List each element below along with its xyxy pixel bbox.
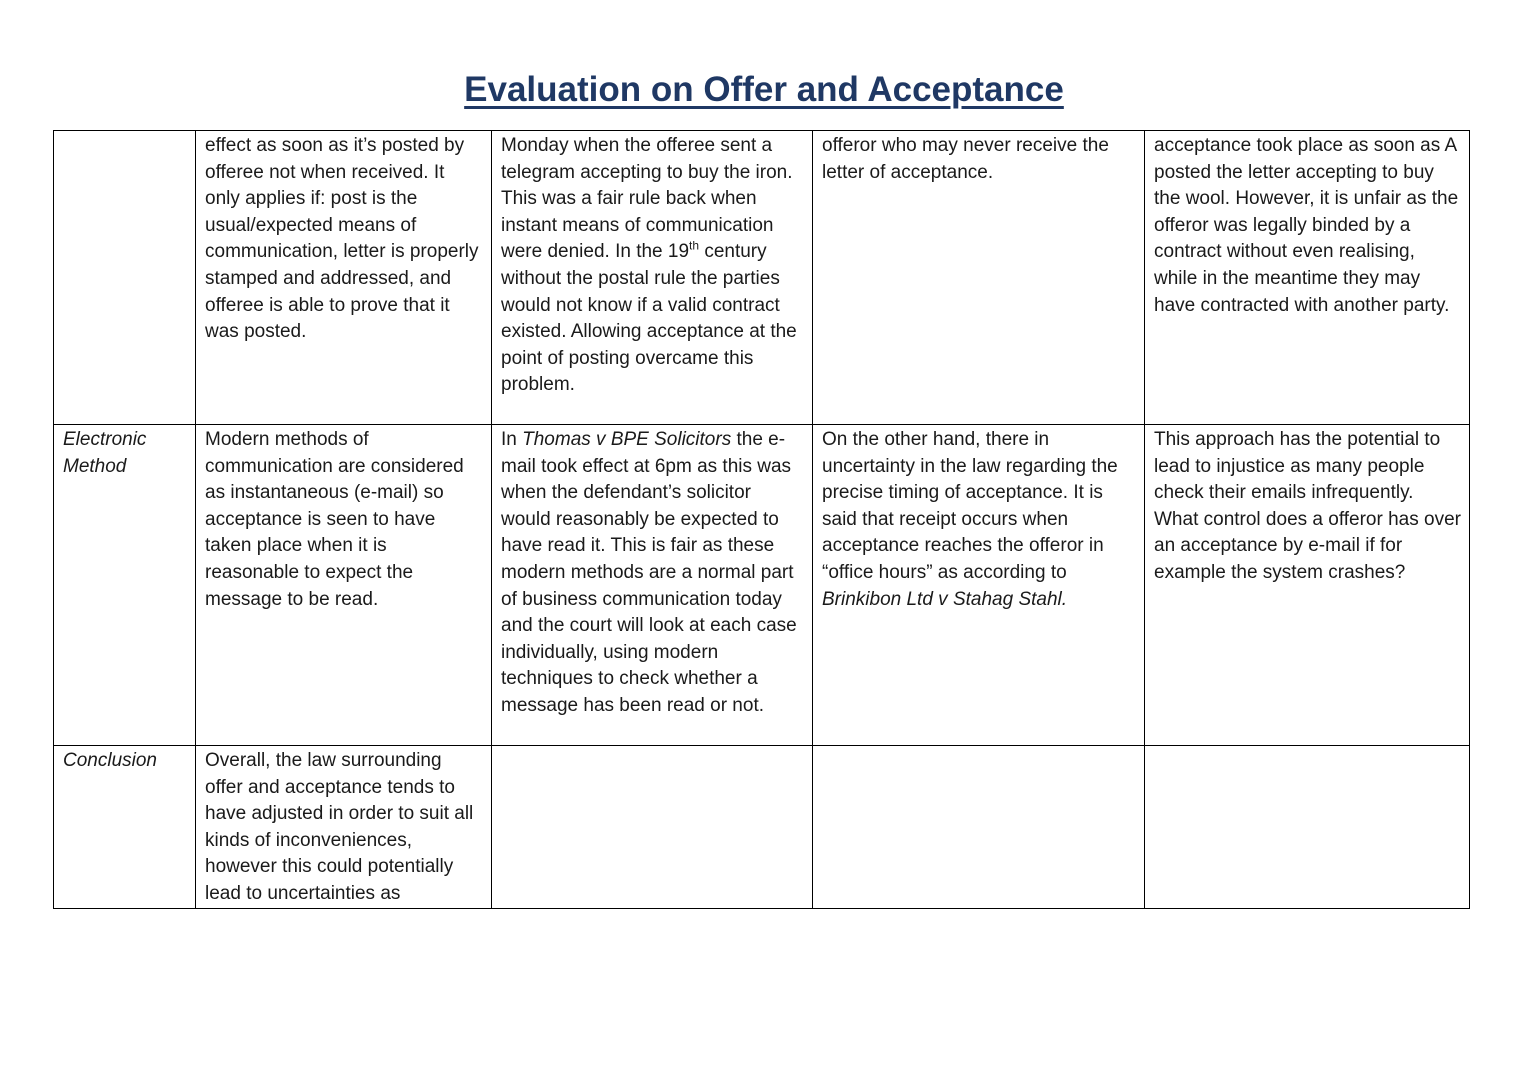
empty-cell	[492, 746, 813, 909]
empty-cell	[1145, 746, 1470, 909]
evaluation-text: On the other hand, there in uncertainty in the law regarding the precise timing of acceptance. It is said that receipt occurs when acceptance reaches the offeror in “office hours” as according to	[822, 429, 1118, 583]
critique-cell: acceptance took place as soon as A posted the letter accepting to buy the wool. However, it is unfair as the offeror was legally binded by a contract without even realising, while in the meantime they may have contracted with another party.	[1145, 131, 1470, 425]
empty-cell	[813, 746, 1145, 909]
evaluation-cell: offeror who may never receive the letter of acceptance.	[813, 131, 1145, 425]
case-name-thomas-v-bpe: Thomas v BPE Solicitors	[522, 429, 732, 450]
case-text-pre: In	[501, 429, 523, 450]
table-row-postal	[54, 131, 1470, 425]
table-row-conclusion	[54, 746, 1470, 909]
row-label-cell	[54, 131, 196, 425]
superscript-th: th	[689, 239, 700, 254]
rule-cell: effect as soon as it’s posted by offeree not when received. It only applies if: post is the usual/expected means of communication, letter is properly stamped and addressed, and offeree is able to prove that it was posted.	[196, 131, 492, 425]
rule-cell: Modern methods of communication are considered as instantaneous (e-mail) so acceptance is seen to have taken place when it is reasonable to expect the message to be read.	[196, 425, 492, 746]
page-title	[0, 64, 1528, 116]
case-text-cont: century without the postal rule the parties would not know if a valid contract existed. Allowing acceptance at the point of posting overcame this problem.	[501, 241, 797, 396]
case-name-brinkibon: Brinkibon Ltd v Stahag Stahl.	[822, 588, 1068, 610]
critique-cell: This approach has the potential to lead to injustice as many people check their emails infrequently. What control does a offeror has over an acceptance by e-mail if for example the system crashes?	[1145, 425, 1470, 746]
case-cell	[492, 425, 813, 746]
page-title-text: Evaluation on Offer and Acceptance	[464, 70, 1064, 109]
evaluation-table	[53, 130, 1470, 909]
conclusion-cell: Overall, the law surrounding offer and acceptance tends to have adjusted in order to suit all kinds of inconveniences, however this could potentially lead to uncertainties as	[196, 746, 492, 909]
case-text: Monday when the offeree sent a telegram accepting to buy the iron. This was a fair rule back when instant means of communication were denied. In the 19	[501, 135, 793, 263]
evaluation-cell	[813, 425, 1145, 746]
table-row-electronic	[54, 425, 1470, 746]
row-label-conclusion: Conclusion	[54, 746, 196, 909]
case-text-post: the e-mail took effect at 6pm as this was when the defendant’s solicitor would reasonably be expected to have read it. This is fair as these modern methods are a normal part of business communication today and the court will look at each case individually, using modern techniques to check whether a message has been read or not.	[501, 429, 797, 716]
case-cell	[492, 131, 813, 425]
row-label-electronic-method: Electronic Method	[54, 425, 196, 746]
